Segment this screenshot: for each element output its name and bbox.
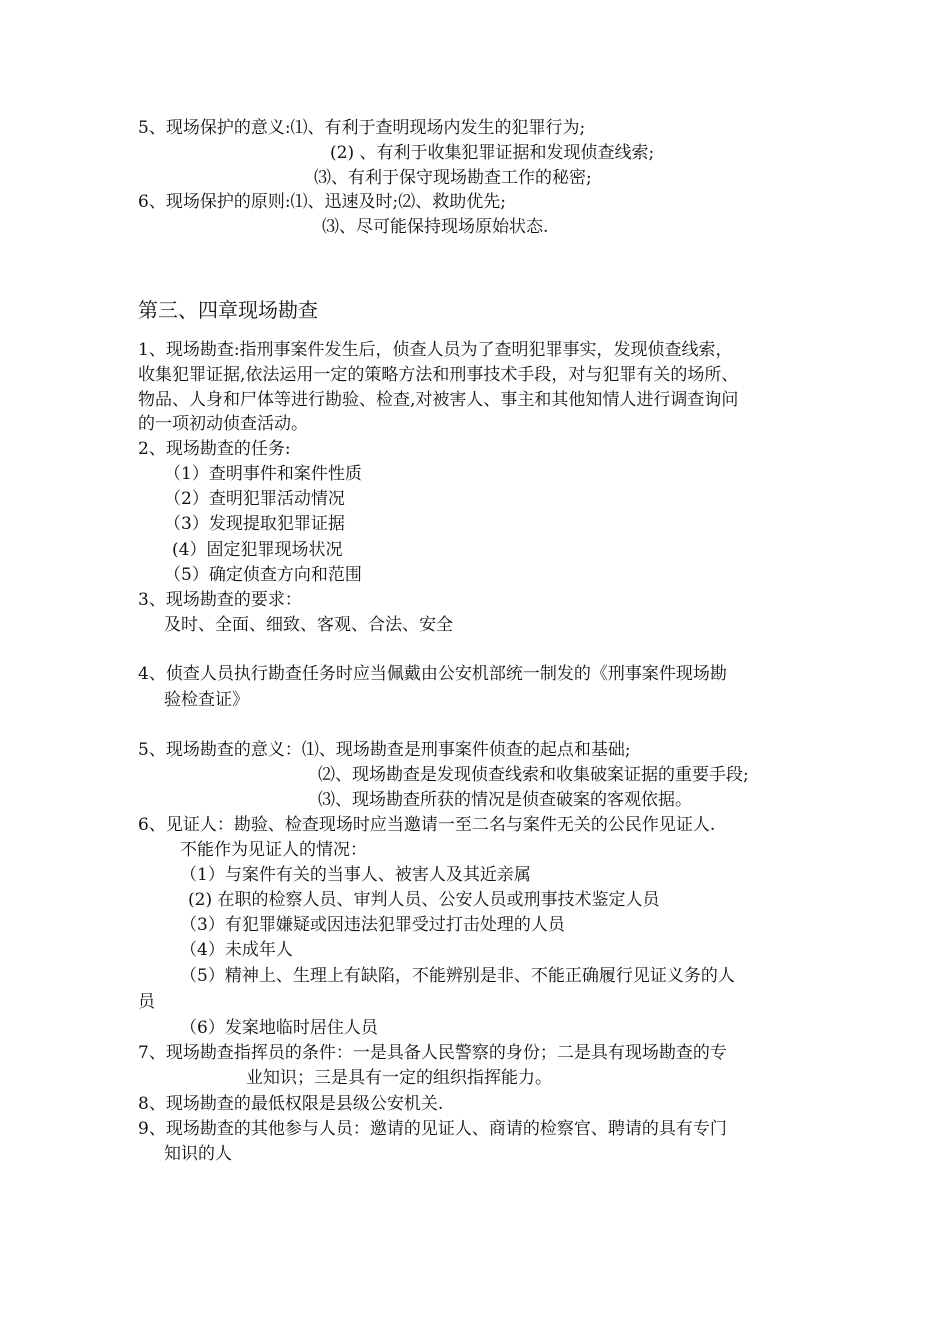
task-item: （3）发现提取犯罪证据 bbox=[164, 514, 345, 534]
requirements-body: 及时、全面、细致、客观、合法、安全 bbox=[164, 615, 453, 635]
survey-meaning-line-2: ⑵、现场勘查是发现侦查线索和收集破案证据的重要手段; bbox=[318, 765, 749, 785]
witness-item: （3）有犯罪嫌疑或因违法犯罪受过打击处理的人员 bbox=[180, 915, 565, 935]
commander-line-1: 7、现场勘查指挥员的条件：一是具备人民警察的身份；二是具有现场勘查的专 bbox=[138, 1043, 727, 1063]
protection-principle-line-1: 6、现场保护的原则:⑴、迅速及时;⑵、救助优先; bbox=[138, 192, 506, 212]
participants-line-2: 知识的人 bbox=[164, 1144, 232, 1164]
certificate-line-2: 验检查证》 bbox=[164, 690, 249, 710]
witness-line-1: 6、见证人：勘验、检查现场时应当邀请一至二名与案件无关的公民作见证人. bbox=[138, 815, 716, 835]
protection-meaning-line-1: 5、现场保护的意义:⑴、有利于查明现场内发生的犯罪行为; bbox=[138, 118, 586, 138]
survey-meaning-line-3: ⑶、现场勘查所获的情况是侦查破案的客观依据。 bbox=[318, 790, 692, 810]
survey-meaning-line-1: 5、现场勘查的意义：⑴、现场勘查是刑事案件侦查的起点和基础; bbox=[138, 740, 631, 760]
task-item: （5）确定侦查方向和范围 bbox=[164, 565, 362, 585]
definition-line-2: 收集犯罪证据,依法运用一定的策略方法和刑事技术手段，对与犯罪有关的场所、 bbox=[138, 365, 739, 385]
protection-principle-line-2: ⑶、尽可能保持现场原始状态. bbox=[322, 217, 549, 237]
commander-line-2: 业知识；三是具有一定的组织指挥能力。 bbox=[246, 1068, 552, 1088]
witness-item: （1）与案件有关的当事人、被害人及其近亲属 bbox=[180, 865, 531, 885]
task-item: （1）查明事件和案件性质 bbox=[164, 464, 362, 484]
definition-line-1: 1、现场勘查:指刑事案件发生后，侦查人员为了查明犯罪事实，发现侦查线索， bbox=[138, 340, 733, 360]
witness-item: (2) 在职的检察人员、审判人员、公安人员或刑事技术鉴定人员 bbox=[188, 890, 660, 910]
tasks-heading: 2、现场勘查的任务: bbox=[138, 439, 291, 459]
authority-line: 8、现场勘查的最低权限是县级公安机关. bbox=[138, 1094, 444, 1114]
witness-item-wrap: 员 bbox=[138, 992, 155, 1012]
definition-line-3: 物品、人身和尸体等进行勘验、检查,对被害人、事主和其他知情人进行调查询问 bbox=[138, 390, 739, 410]
task-item: （2）查明犯罪活动情况 bbox=[164, 489, 345, 509]
witness-item: （5）精神上、生理上有缺陷，不能辨别是非、不能正确履行见证义务的人 bbox=[180, 966, 735, 986]
chapter-title: 第三、四章现场勘查 bbox=[138, 298, 318, 322]
witness-line-2: 不能作为见证人的情况： bbox=[180, 840, 367, 860]
witness-item: （4）未成年人 bbox=[180, 940, 293, 960]
certificate-line-1: 4、侦查人员执行勘查任务时应当佩戴由公安机部统一制发的《刑事案件现场勘 bbox=[138, 664, 727, 684]
protection-meaning-line-3: ⑶、有利于保守现场勘查工作的秘密; bbox=[314, 168, 592, 188]
requirements-heading: 3、现场勘查的要求： bbox=[138, 590, 302, 610]
task-item: (4）固定犯罪现场状况 bbox=[172, 540, 343, 560]
witness-item: （6）发案地临时居住人员 bbox=[180, 1018, 378, 1038]
protection-meaning-line-2: (2) 、有利于收集犯罪证据和发现侦查线索; bbox=[330, 143, 655, 163]
definition-line-4: 的一项初动侦查活动。 bbox=[138, 414, 308, 434]
participants-line-1: 9、现场勘查的其他参与人员：邀请的见证人、商请的检察官、聘请的具有专门 bbox=[138, 1119, 727, 1139]
